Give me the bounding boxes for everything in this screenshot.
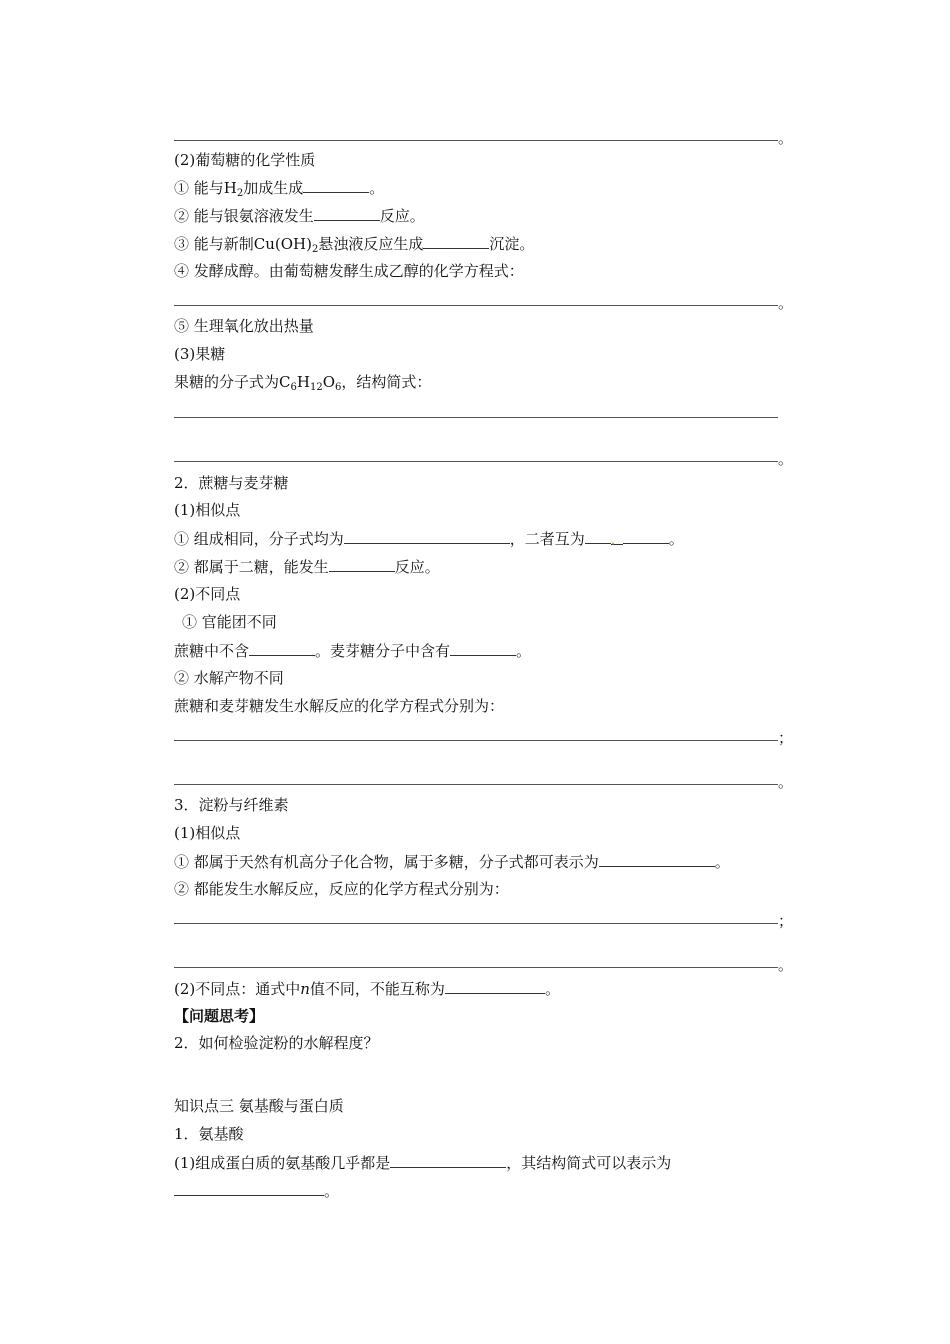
glucose-item-3: ③ 能与新制$Cu(OH)_2$悬浊液反应生成 沉淀。 (174, 235, 535, 255)
sucrose-similar-2: ② 都属于二糖，能发生 反应。 (174, 558, 440, 576)
glucose-item-2: ② 能与银氨溶液发生 反应。 (174, 207, 425, 225)
answer-line[interactable] (174, 305, 778, 306)
period-mark: 。 (778, 294, 794, 312)
answer-blank[interactable] (599, 851, 715, 867)
glucose-item-5: ⑤ 生理氧化放出热量 (174, 317, 314, 335)
answer-blank[interactable] (623, 528, 669, 544)
glucose-heading: (2)葡萄糖的化学性质 (174, 151, 316, 169)
answer-blank[interactable] (585, 528, 611, 544)
glucose-item-1: ① 能与$H_2$加成生成 。 (174, 179, 385, 199)
section-3-paragraph-2: 。 (174, 1180, 339, 1201)
period-mark: 。 (778, 450, 794, 468)
sucrose-similar-heading: (1)相似点 (174, 501, 241, 519)
glucose-item-4: ④ 发酵成醇。由葡萄糖发酵生成乙醇的化学方程式： (174, 262, 524, 280)
starch-similar-2: ② 都能发生水解反应，反应的化学方程式分别为： (174, 880, 509, 898)
answer-line[interactable] (174, 417, 778, 418)
sucrose-different-heading: (2)不同点 (174, 585, 241, 603)
answer-blank[interactable] (445, 978, 545, 994)
starch-heading: 3．淀粉与纤维素 (174, 796, 289, 814)
period-mark: 。 (778, 956, 794, 974)
answer-blank[interactable] (249, 640, 315, 656)
answer-line[interactable] (174, 967, 778, 968)
semicolon-mark: ； (778, 912, 794, 930)
answer-blank[interactable] (390, 1152, 506, 1168)
starch-similar-heading: (1)相似点 (174, 824, 241, 842)
starch-similar-1: ① 都属于天然有机高分子化合物，属于多糖，分子式都可表示为 。 (174, 853, 730, 871)
section-3-paragraph-1: (1)组成蛋白质的氨基酸几乎都是 ，其结构简式可以表示为 (174, 1154, 672, 1172)
question-label: 【问题思考】 (174, 1007, 265, 1025)
sucrose-different-1: ① 官能团不同 (182, 613, 277, 631)
starch-different: (2)不同点：通式中n值不同，不能互称为 。 (174, 980, 560, 998)
answer-blank[interactable] (450, 640, 516, 656)
answer-blank[interactable] (174, 1180, 324, 1196)
period-mark: 。 (778, 129, 794, 147)
answer-blank[interactable] (344, 528, 510, 544)
fructose-text: 果糖的分子式为$C_6H_{12}O_6$，结构简式： (174, 373, 432, 393)
answer-line[interactable] (174, 140, 778, 141)
sucrose-different-1-text: 蔗糖中不含 。麦芽糖分子中含有 。 (174, 642, 532, 660)
section-3-title: 知识点三 氨基酸与蛋白质 (174, 1097, 344, 1115)
answer-line[interactable] (174, 923, 778, 924)
answer-blank[interactable] (314, 205, 380, 221)
answer-line[interactable] (174, 461, 778, 462)
fructose-heading: (3)果糖 (174, 345, 226, 363)
sucrose-different-2-text: 蔗糖和麦芽糖发生水解反应的化学方程式分别为： (174, 697, 505, 715)
question-text: 2．如何检验淀粉的水解程度？ (174, 1034, 379, 1052)
sucrose-different-2: ② 水解产物不同 (174, 669, 284, 687)
answer-blank[interactable] (423, 233, 489, 249)
sucrose-heading: 2．蔗糖与麦芽糖 (174, 474, 289, 492)
answer-blank[interactable] (303, 177, 369, 193)
semicolon-mark: ； (778, 729, 794, 747)
answer-blank[interactable]: ． (610, 530, 626, 548)
section-3-subheading: 1．氨基酸 (174, 1125, 244, 1143)
answer-blank[interactable] (329, 556, 395, 572)
sucrose-similar-1: ① 组成相同，分子式均为 ，二者互为 ． 。 (174, 530, 684, 548)
answer-line[interactable] (174, 784, 778, 785)
period-mark: 。 (778, 773, 794, 791)
answer-line[interactable] (174, 740, 778, 741)
